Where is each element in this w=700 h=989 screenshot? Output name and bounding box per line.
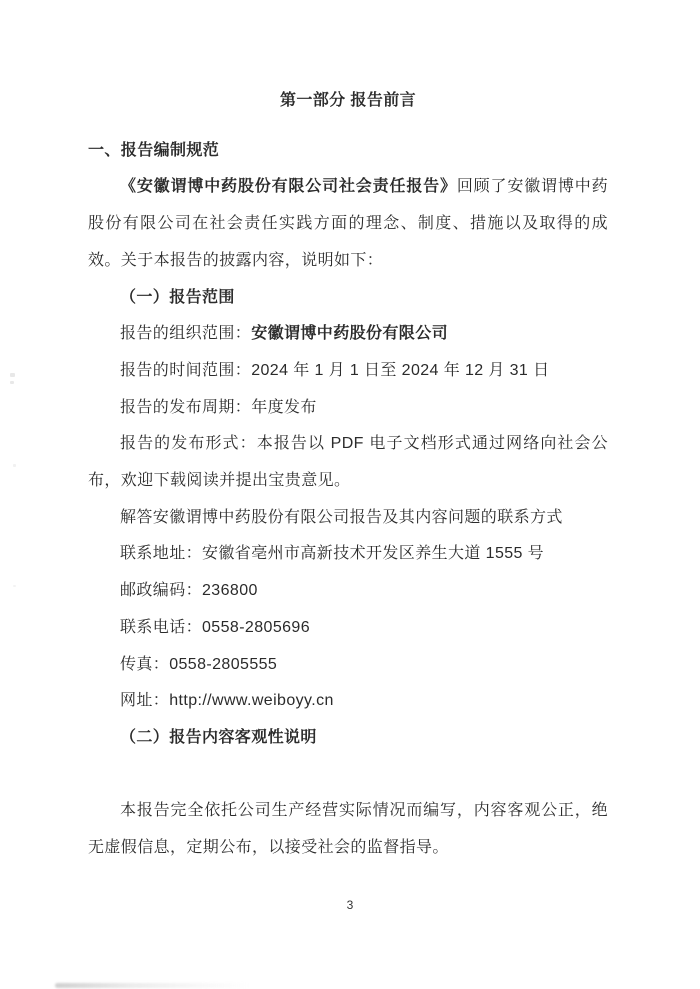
report-scope-label: 报告的组织范围： (120, 325, 252, 343)
report-scope-value: 安徽谓博中药股份有限公司 (251, 325, 449, 343)
report-period-line: 报告的时间范围：2024 年 1 月 1 日至 2024 年 12 月 31 日 (120, 361, 550, 379)
scan-artifact (10, 373, 15, 377)
report-scope-line (88, 316, 608, 353)
section-1-heading: 一、报告编制规范 (88, 141, 220, 159)
scan-artifact-smudge (55, 983, 250, 988)
page-number: 3 (346, 898, 354, 912)
website-line: 网址：http://www.weiboyy.cn (120, 692, 334, 710)
subsection-1-heading: （一）报告范围 (120, 288, 235, 306)
release-cycle-line: 报告的发布周期：年度发布 (120, 398, 317, 416)
contact-address-line: 联系地址：安徽省亳州市高新技术开发区养生大道 1555 号 (120, 545, 545, 563)
release-form-paragraph: 报告的发布形式：本报告以 PDF 电子文档形式通过网络向社会公布，欢迎下载阅读并提出宝贵意见。 (88, 435, 608, 490)
page-title: 第一部分 报告前言 (279, 92, 417, 109)
scan-artifact (13, 585, 16, 587)
subsection-2-heading: （二）报告内容客观性说明 (120, 728, 317, 746)
intro-paragraph-rest: 回顾了安徽谓博中药股份有限公司在社会责任实践方面的理念、制度、措施以及取得的成效。关于本报告的披露内容，说明如下： (88, 178, 608, 269)
phone-line: 联系电话：0558-2805696 (120, 618, 311, 636)
report-title-quoted: 《安徽谓博中药股份有限公司社会责任报告》 (120, 178, 457, 196)
intro-paragraph (88, 169, 608, 279)
fax-line: 传真：0558-2805555 (120, 655, 278, 673)
document-content (88, 83, 608, 867)
scan-artifact (13, 464, 16, 467)
postal-code-line: 邮政编码：236800 (120, 582, 258, 600)
contact-intro-line: 解答安徽谓博中药股份有限公司报告及其内容问题的联系方式 (120, 508, 563, 526)
scan-artifact (10, 381, 14, 384)
objectivity-paragraph: 本报告完全依托公司生产经营实际情况而编写，内容客观公正，绝无虚假信息，定期公布，以接受社会的监督指导。 (88, 802, 608, 857)
